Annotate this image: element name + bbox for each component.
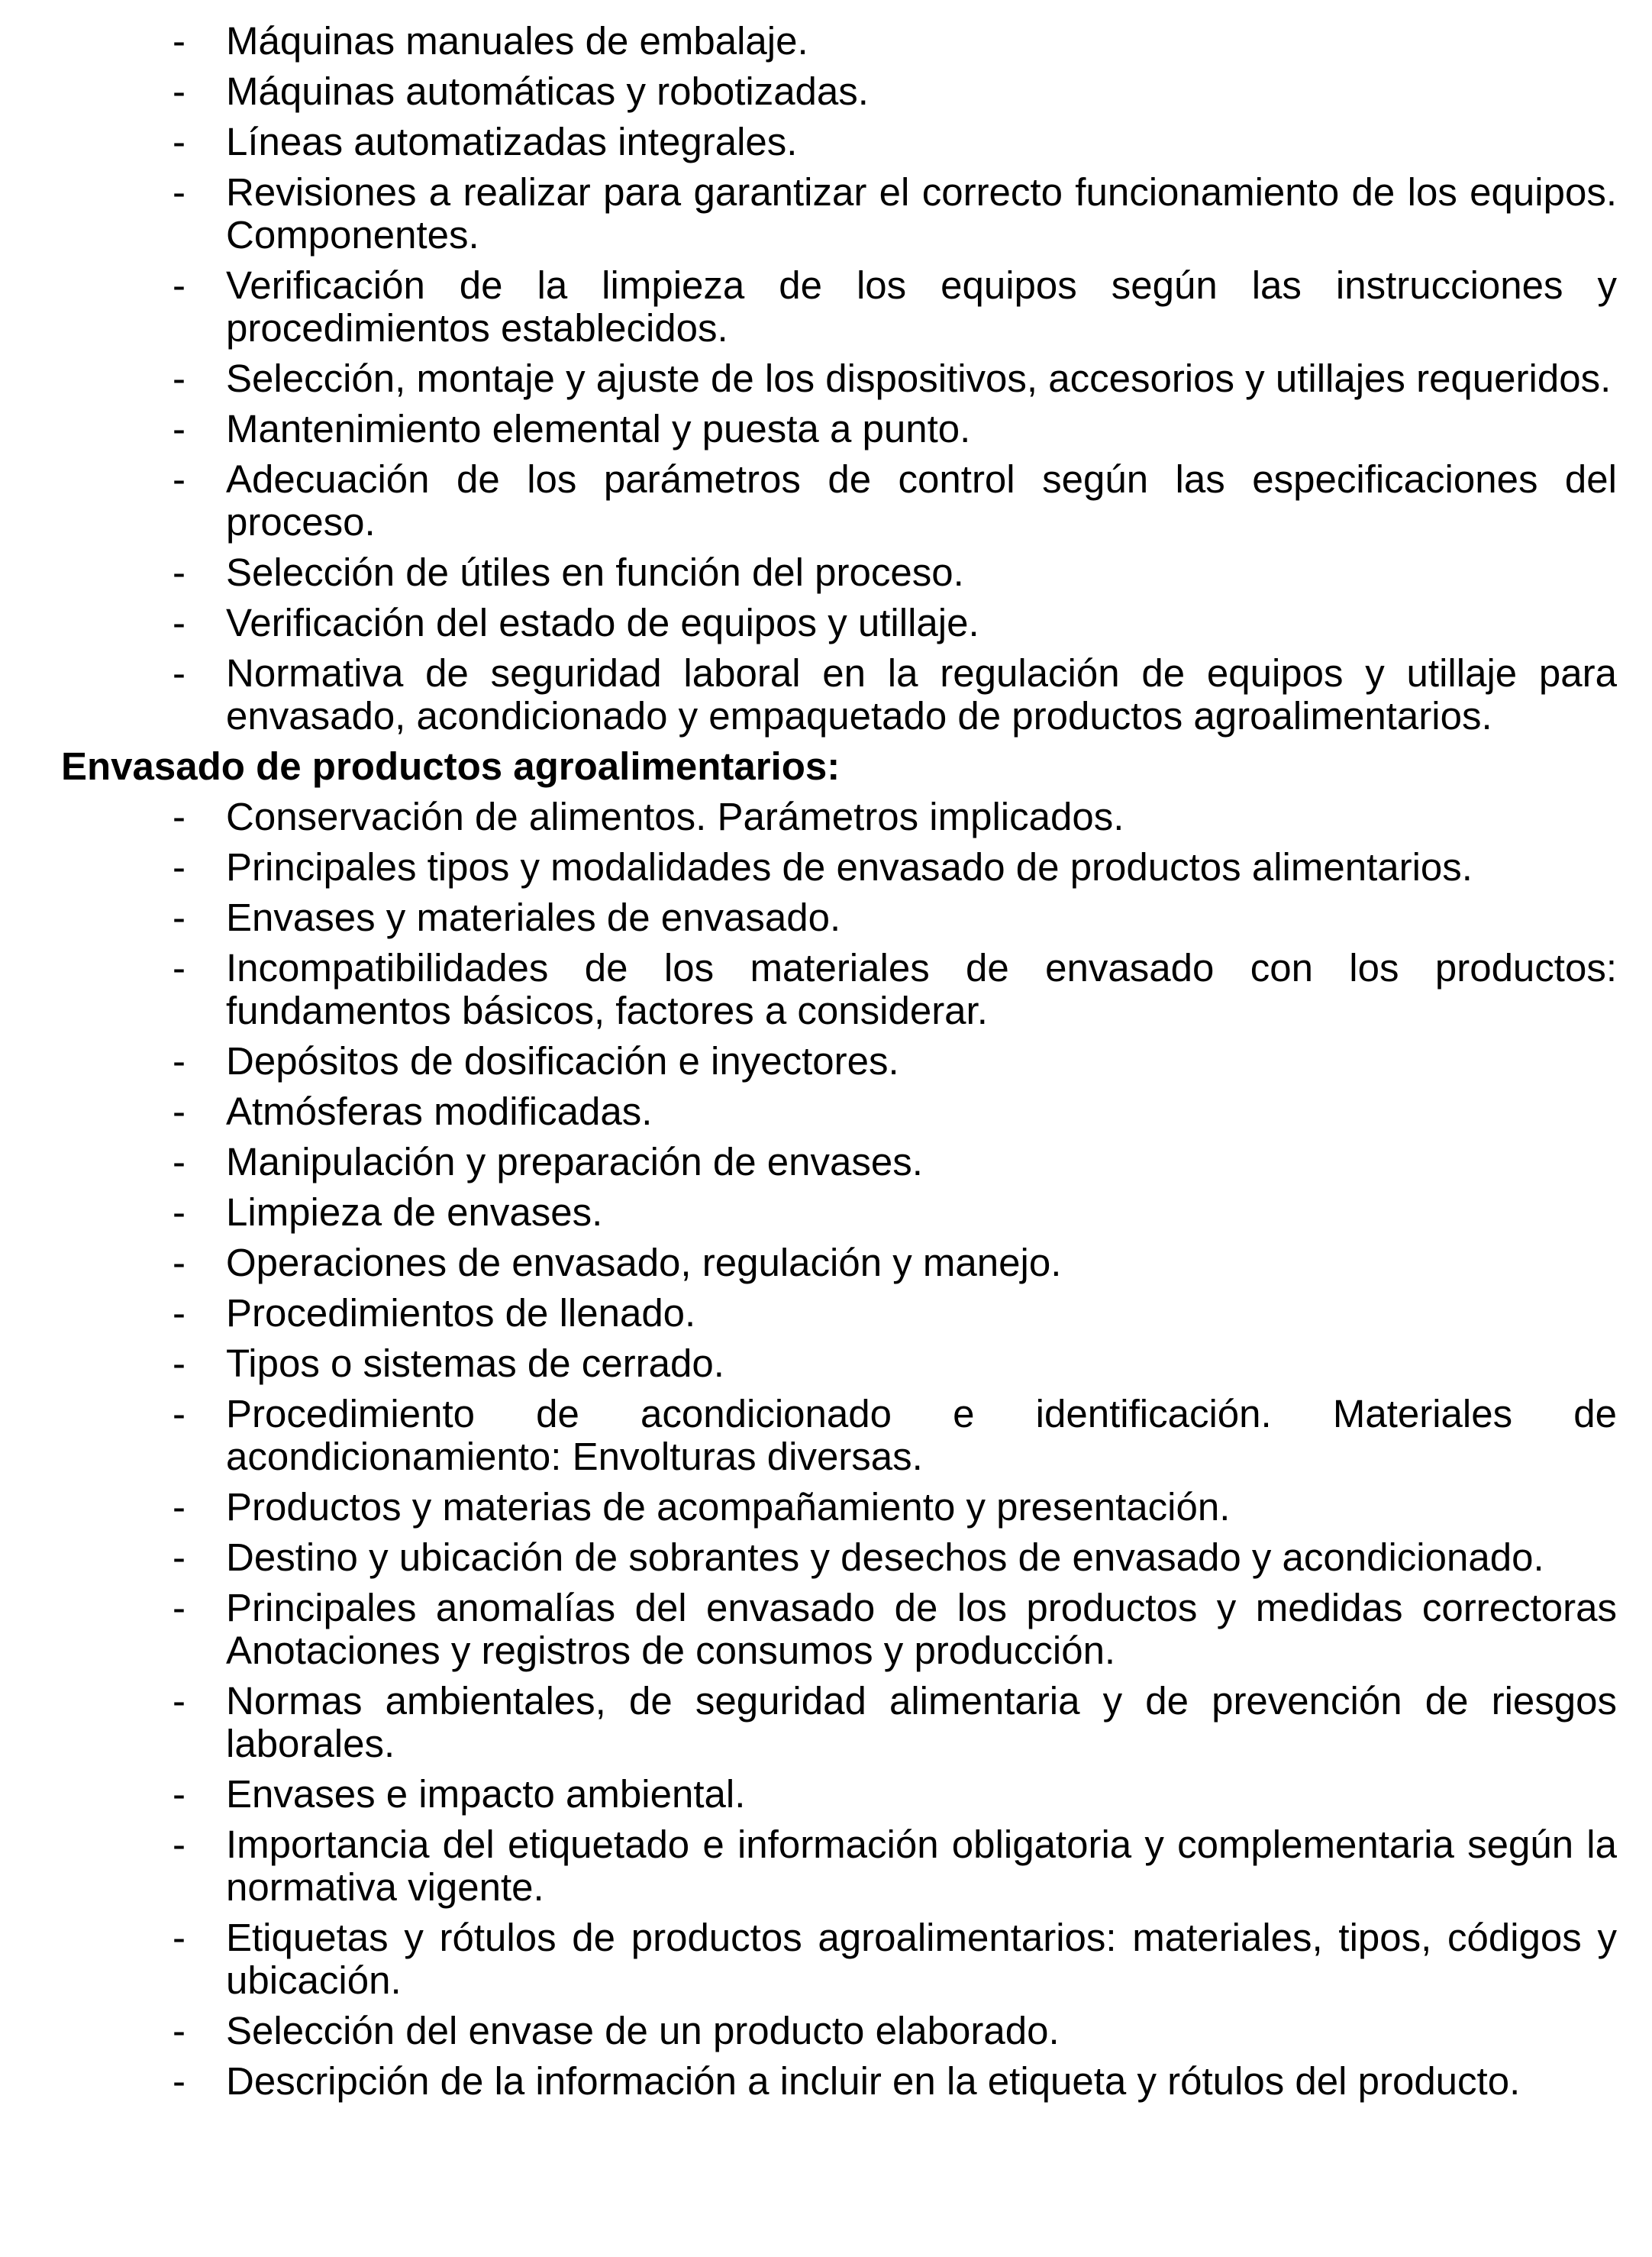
list-item [61, 1191, 1617, 1234]
bullet-dash-icon: - [173, 1916, 186, 1959]
list-item-text: Destino y ubicación de sobrantes y desechos de envasado y acondicionado. [226, 1535, 1544, 1579]
bullet-dash-icon: - [173, 2059, 186, 2103]
list-item-text: Limpieza de envases. [226, 1190, 603, 1234]
list-item-text: Mantenimiento elemental y puesta a punto. [226, 407, 971, 450]
list-item-text: Importancia del etiquetado e información obligatoria y complementaria según la normativa vigente. [226, 1823, 1617, 1909]
bullet-dash-icon: - [173, 1823, 186, 1866]
bullet-dash-icon: - [173, 407, 186, 450]
bullet-dash-icon: - [173, 69, 186, 113]
list-item [61, 1680, 1617, 1765]
list-item-text: Tipos o sistemas de cerrado. [226, 1342, 724, 1385]
list-item [61, 2060, 1617, 2103]
list-item-text: Máquinas automáticas y robotizadas. [226, 69, 869, 113]
list-item [61, 652, 1617, 738]
list-item [61, 551, 1617, 594]
list-item [61, 357, 1617, 400]
list-item-text: Conservación de alimentos. Parámetros implicados. [226, 795, 1124, 838]
bullet-list-envasado-topics [61, 796, 1617, 2103]
list-item [61, 1242, 1617, 1284]
list-item [61, 1141, 1617, 1183]
bullet-dash-icon: - [173, 1586, 186, 1629]
list-item-text: Principales tipos y modalidades de envasado de productos alimentarios. [226, 845, 1473, 889]
bullet-list-equipment-topics [61, 20, 1617, 738]
list-item [61, 458, 1617, 544]
list-item [61, 1393, 1617, 1478]
list-item [61, 264, 1617, 350]
list-item-text: Etiquetas y rótulos de productos agroalimentarios: materiales, tipos, códigos y ubicación. [226, 1916, 1617, 2002]
list-item [61, 1773, 1617, 1816]
bullet-dash-icon: - [173, 1090, 186, 1133]
list-item [61, 1486, 1617, 1529]
bullet-dash-icon: - [173, 357, 186, 400]
list-item-text: Normativa de seguridad laboral en la regulación de equipos y utillaje para envasado, acondicionado y empaquetado de productos agroalimentarios. [226, 651, 1617, 738]
list-item [61, 1090, 1617, 1133]
list-item-text: Máquinas manuales de embalaje. [226, 19, 808, 63]
bullet-dash-icon: - [173, 896, 186, 939]
bullet-dash-icon: - [173, 457, 186, 501]
list-item [61, 796, 1617, 838]
bullet-dash-icon: - [173, 1679, 186, 1723]
bullet-dash-icon: - [173, 1190, 186, 1234]
list-item-text: Manipulación y preparación de envases. [226, 1140, 923, 1183]
list-item-text: Envases e impacto ambiental. [226, 1772, 746, 1816]
list-item-text: Principales anomalías del envasado de los productos y medidas correctoras Anotaciones y registros de consumos y producción. [226, 1586, 1617, 1672]
list-item-text: Procedimientos de llenado. [226, 1291, 696, 1335]
bullet-dash-icon: - [173, 845, 186, 889]
bullet-dash-icon: - [173, 2009, 186, 2052]
list-item-text: Selección del envase de un producto elaborado. [226, 2009, 1060, 2052]
bullet-dash-icon: - [173, 1039, 186, 1083]
list-item-text: Operaciones de envasado, regulación y manejo. [226, 1241, 1062, 1284]
bullet-dash-icon: - [173, 1535, 186, 1579]
list-item [61, 1536, 1617, 1579]
list-item [61, 1587, 1617, 1672]
list-item [61, 121, 1617, 163]
list-item-text: Verificación del estado de equipos y utillaje. [226, 601, 979, 644]
list-item [61, 408, 1617, 450]
list-item-text: Líneas automatizadas integrales. [226, 120, 798, 163]
list-item [61, 2010, 1617, 2052]
list-item-text: Normas ambientales, de seguridad alimentaria y de prevención de riesgos laborales. [226, 1679, 1617, 1765]
list-item-text: Productos y materias de acompañamiento y presentación. [226, 1485, 1231, 1529]
bullet-dash-icon: - [173, 946, 186, 990]
bullet-dash-icon: - [173, 551, 186, 594]
list-item [61, 846, 1617, 889]
list-item [61, 1823, 1617, 1909]
bullet-dash-icon: - [173, 1241, 186, 1284]
list-item-text: Selección, montaje y ajuste de los dispositivos, accesorios y utillajes requeridos. [226, 357, 1612, 400]
list-item [61, 1292, 1617, 1335]
list-item-text: Verificación de la limpieza de los equipos según las instrucciones y procedimientos establecidos. [226, 263, 1617, 350]
list-item-text: Descripción de la información a incluir en la etiqueta y rótulos del producto. [226, 2059, 1521, 2103]
list-item [61, 602, 1617, 644]
bullet-dash-icon: - [173, 651, 186, 695]
list-item [61, 70, 1617, 113]
list-item [61, 896, 1617, 939]
list-item-text: Envases y materiales de envasado. [226, 896, 841, 939]
list-item-text: Depósitos de dosificación e inyectores. [226, 1039, 899, 1083]
bullet-dash-icon: - [173, 170, 186, 214]
bullet-dash-icon: - [173, 1291, 186, 1335]
list-item [61, 1342, 1617, 1385]
bullet-dash-icon: - [173, 263, 186, 307]
list-item-text: Selección de útiles en función del proceso. [226, 551, 964, 594]
bullet-dash-icon: - [173, 1140, 186, 1183]
list-item-text: Atmósferas modificadas. [226, 1090, 653, 1133]
list-item-text: Adecuación de los parámetros de control según las especificaciones del proceso. [226, 457, 1617, 544]
list-item [61, 1040, 1617, 1083]
bullet-dash-icon: - [173, 1485, 186, 1529]
list-item-text: Procedimiento de acondicionado e identificación. Materiales de acondicionamiento: Envolturas diversas. [226, 1392, 1617, 1478]
list-item [61, 947, 1617, 1032]
list-item [61, 20, 1617, 63]
bullet-dash-icon: - [173, 601, 186, 644]
bullet-dash-icon: - [173, 795, 186, 838]
list-item [61, 171, 1617, 257]
list-item [61, 1916, 1617, 2002]
bullet-dash-icon: - [173, 1342, 186, 1385]
bullet-dash-icon: - [173, 19, 186, 63]
bullet-dash-icon: - [173, 120, 186, 163]
section-heading: Envasado de productos agroalimentarios: [61, 744, 841, 788]
bullet-dash-icon: - [173, 1392, 186, 1435]
list-item-text: Revisiones a realizar para garantizar el correcto funcionamiento de los equipos. Componentes. [226, 170, 1617, 257]
bullet-dash-icon: - [173, 1772, 186, 1816]
list-item-text: Incompatibilidades de los materiales de envasado con los productos: fundamentos básicos, factores a considerar. [226, 946, 1617, 1032]
